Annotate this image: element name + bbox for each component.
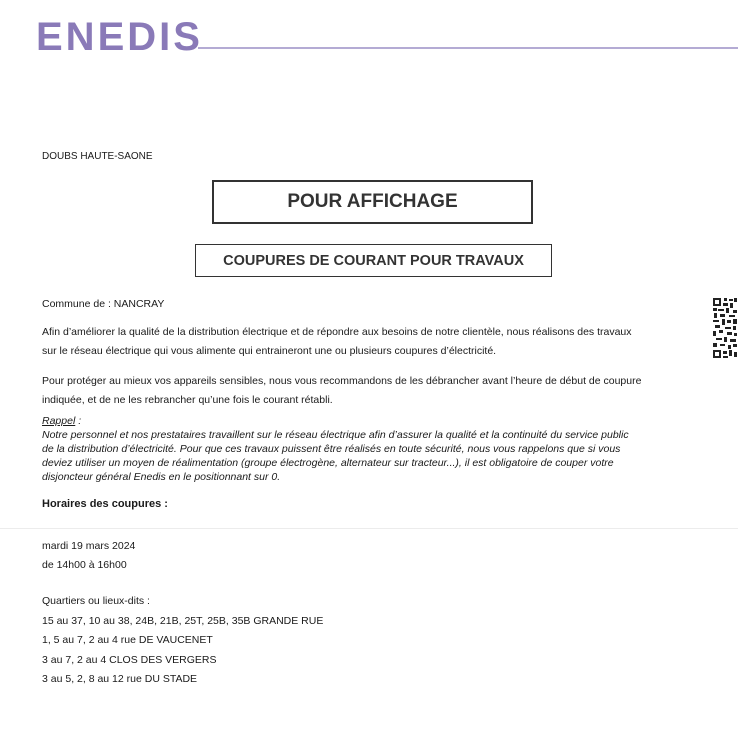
subtitle-box — [195, 244, 552, 277]
qr-code-icon — [712, 297, 738, 359]
horaires-title: Horaires des coupures : — [42, 498, 168, 510]
header-divider — [198, 47, 738, 49]
rappel-heading — [42, 414, 692, 428]
quartiers-title: Quartiers ou lieux-dits : — [42, 595, 150, 607]
paragraph-line: sur le réseau électrique qui vous alimente qui entraineront une ou plusieurs coupures d’électricité. — [42, 345, 497, 357]
rappel-line: deviez utiliser un moyen de réalimentation (groupe électrogène, alternateur sur tracteur...), il est obligatoire de couper votre — [42, 457, 614, 469]
rappel-line: Notre personnel et nos prestataires travaillent sur le réseau électrique afin d’assurer la qualité et la continuité du service public — [42, 429, 629, 441]
quartier-item: 15 au 37, 10 au 38, 24B, 21B, 25T, 25B, 35B GRANDE RUE — [42, 614, 324, 627]
department-label: DOUBS HAUTE-SAONE — [42, 151, 153, 162]
paragraph-line: indiquée, et de ne les rebrancher qu’une fois le courant rétabli. — [42, 394, 333, 406]
enedis-logo: ENEDIS — [36, 15, 203, 59]
quartier-item: 3 au 7, 2 au 4 CLOS DES VERGERS — [42, 653, 217, 666]
rappel-title-suffix: : — [75, 415, 82, 427]
paragraph-line: Afin d’améliorer la qualité de la distribution électrique et de répondre aux besoins de notre clientèle, nous réalisons des travaux — [42, 326, 632, 338]
schedule-block — [42, 537, 135, 575]
quartier-item: 3 au 5, 2, 8 au 12 rue DU STADE — [42, 673, 198, 685]
quartiers-block — [42, 592, 323, 690]
rappel-line: disjoncteur général Enedis en le positionnant sur 0. — [42, 471, 281, 483]
scan-line — [0, 528, 738, 529]
paragraph-line: Pour protéger au mieux vos appareils sensibles, nous vous recommandons de les débrancher avant l’heure de début de coupure — [42, 375, 642, 387]
rappel-title: Rappel — [42, 415, 76, 427]
title-text: POUR AFFICHAGE — [287, 191, 458, 212]
paragraph-intro — [42, 323, 692, 361]
rappel-line: de la distribution d’électricité. Pour que ces travaux puissent être réalisés en toute sécurité, nous vous rappelons que si vous — [42, 443, 621, 455]
paragraph-advice — [42, 372, 692, 410]
subtitle-text: COUPURES DE COURANT POUR TRAVAUX — [223, 252, 524, 269]
title-box — [212, 180, 533, 224]
commune-line: Commune de : NANCRAY — [42, 298, 165, 310]
schedule-time: de 14h00 à 16h00 — [42, 559, 127, 571]
rappel-section — [42, 414, 692, 484]
quartier-item: 1, 5 au 7, 2 au 4 rue DE VAUCENET — [42, 634, 213, 646]
schedule-date: mardi 19 mars 2024 — [42, 540, 136, 552]
